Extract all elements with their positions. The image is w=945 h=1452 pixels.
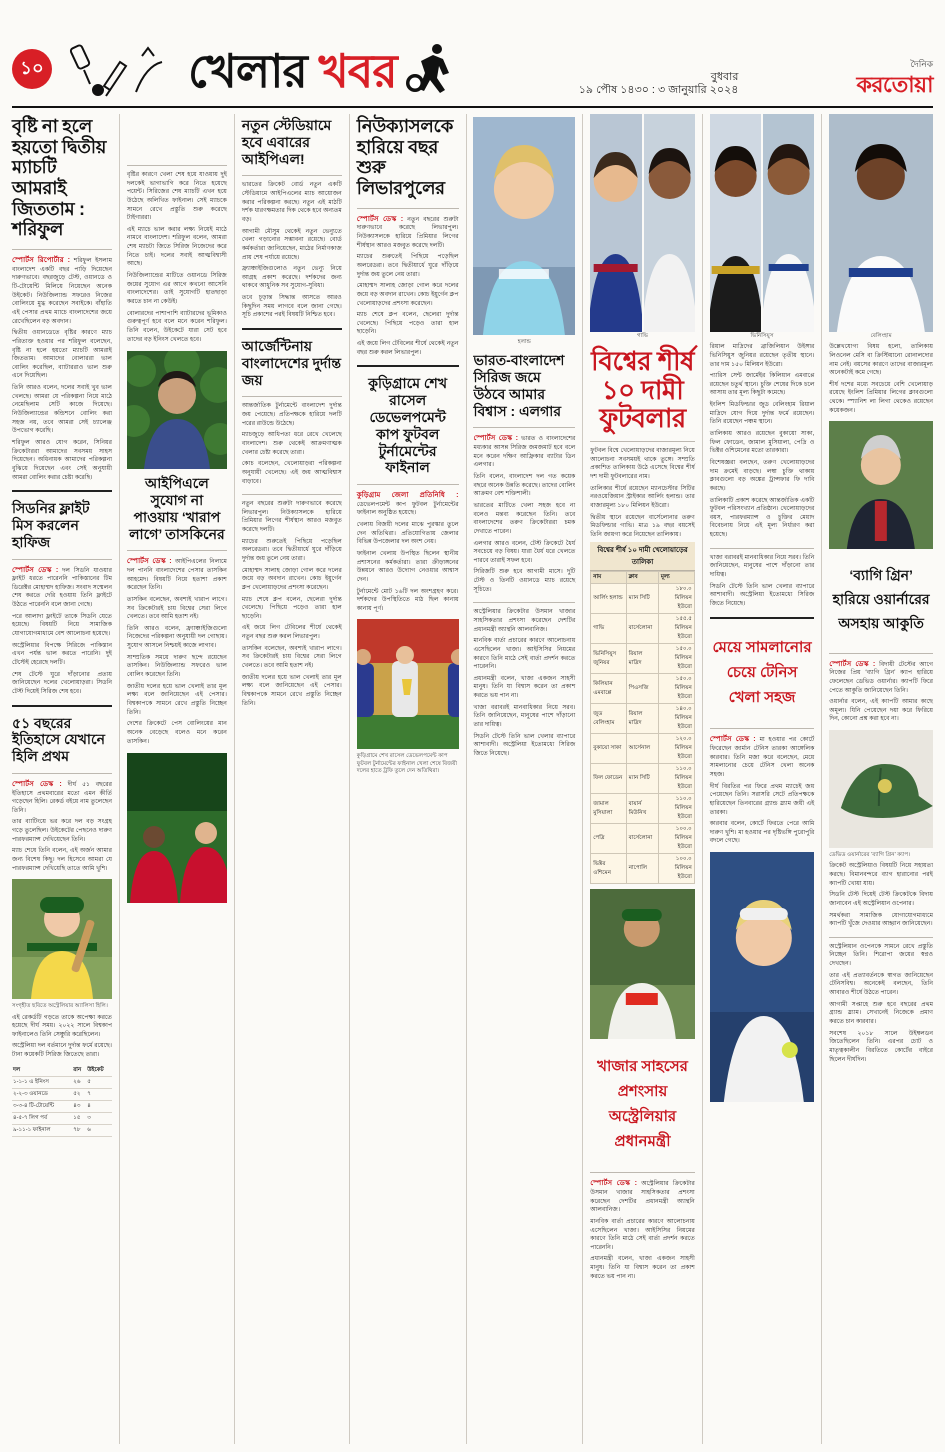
liverpool-headline: নিউক্যাসলকে হারিয়ে বছর শুরু লিভারপুলের xyxy=(356,116,453,199)
cell: ১৫ xyxy=(72,1112,86,1124)
bg-p2: ওয়ার্নার বলেন, এই ক্যাপটি আমার কাছে অমূল্য। যিনি পেয়েছেন দয়া করে ফিরিয়ে দিন, কোনো প্রশ্ন করা হবে না। xyxy=(829,698,933,723)
cricket-illustration-icon xyxy=(60,40,180,102)
masthead-title-part2: খবর xyxy=(318,45,397,97)
cell-name: আর্লিং হলান্ড xyxy=(591,584,626,614)
lead-kicker: স্পোর্টস রিপোর্টার : xyxy=(12,255,71,265)
cell-name: পেদ্রি xyxy=(591,824,626,854)
kuri-p1 xyxy=(357,490,459,518)
fb-intro-1: ফুটবল বিশ্বে খেলোয়াড়দের বাজারমূল্য নিয়ে আলোচনা সবসময়ই থাকে তুঙ্গে। সম্প্রতি প্রকাশিত তালিকায় উঠে এসেছে বিশ্বের শীর্ষ দশ দামী ফুটবলারের নাম। xyxy=(590,447,695,480)
kh-p1 xyxy=(590,1178,695,1215)
sidney-para-3: অস্ট্রেলিয়ার বিপক্ষে সিরিজে পাকিস্তান এখন পর্যন্ত ভাল করতে পারেনি। দুই টেস্টেই হেরেছে দলটি। xyxy=(12,641,112,666)
table-row xyxy=(12,1124,112,1136)
cell-value: ১১০.০ মিলিয়ন ইউরো xyxy=(658,794,694,824)
cell-value: ১২০.০ মিলিয়ন ইউরো xyxy=(658,734,694,764)
hilly-kicker: স্পোর্টস ডেস্ক : xyxy=(12,778,62,788)
lead-c2-4: বোলারদের পাশাপাশি ব্যাটারদের ভূমিকাও গুরুত্বপূর্ণ হবে বলে মনে করেন শরিফুল। তিনি বলেন, উইকেটে যারা সেট হবে তাদের বড় ইনিংস খেলতে হবে। xyxy=(126,309,227,343)
cell-name: ভিনিসিয়ুস জুনিয়র xyxy=(591,644,626,674)
khawaja-kicker: স্পোর্টস ডেস্ক : xyxy=(590,1178,637,1188)
tasking-para-2: তাসকিন বলেছেন, অবশ্যই খারাপ লাগে। সব ক্রিকেটারই চায় বিশ্বের সেরা লিগে খেলতে। তবে আমি হতাশ নই। xyxy=(126,595,227,621)
column-7 xyxy=(710,114,815,1444)
bg-p1 xyxy=(829,659,933,696)
table-row xyxy=(591,614,695,644)
player-name-1: হলান্ড xyxy=(517,339,531,345)
liverpool-c3-5: এই জয়ে লিগ টেবিলের শীর্ষে থেকেই নতুন বছর শুরু করল লিভারপুল। xyxy=(241,624,342,641)
cell-value: ১১০.০ মিলিয়ন ইউরো xyxy=(658,764,694,794)
sidney-para-1 xyxy=(12,565,112,610)
lead-text-1: শরিফুল ইসলাম বাংলাদেশ একটি বছর পাড়ি দিয়েছেন দারুণভাবে। বছরজুড়ে টেস্ট, ওয়ানডে ও টি-টোয়েন্টি মিলিয়ে নিয়েছেন অনেক উইকেট। নিউজিল্যান্ড সফরেও নিজের বোলিংয়ে মুগ্ধ করেছেন সবাইকে। বাঁহাতি এই পেসার প্রথম ম্যাচে বাংলাদেশের জয়ে রেখেছিলেন বড় অবদান। xyxy=(12,257,112,325)
bhra-p5: সিরিজটি শুরু হবে আগামী মাসে। দুটি টেস্ট ও তিনটি ওয়ানডে ম্যাচ রয়েছে সূচিতে। xyxy=(473,568,576,593)
kuri-p2: খেলায় বিজয়ী দলের মাঝে পুরস্কার তুলে দেন অতিথিরা। প্রতিযোগিতায় জেলার বিভিন্ন উপজেলার দল অংশ নেয়। xyxy=(356,521,459,546)
masthead-day: বুধবার xyxy=(710,70,739,83)
cell-name: গাভি xyxy=(591,614,626,644)
tasking-text-1: আইপিএলের নিলামে দল পাননি বাংলাদেশের পেসার তাসকিন আহমেদ। বিষয়টি নিয়ে হতাশা প্রকাশ করেছেন তিনি। xyxy=(126,558,227,592)
bg-text-1: বিদায়ী টেস্টের আগে নিজের প্রিয় ‘ব্যাগি গ্রিন’ ক্যাপ হারিয়ে ফেলেছেন ডেভিড ওয়ার্নার। ক্যাপটি ফিরে পেতে আকুতি জানিয়েছেন তিনি। xyxy=(829,660,933,694)
player-photo-3 xyxy=(644,114,695,332)
bhramon-headline: ভারত-বাংলাদেশ সিরিজ জমে উঠবে আমার বিশ্বাস : এলগার xyxy=(473,352,565,419)
table-row xyxy=(591,734,695,764)
cell-club: রিয়াল মাদ্রিদ xyxy=(626,644,658,674)
liv-p3: মোহাম্মদ সালাহ জোড়া গোল করে দলের জয়ে বড় অবদান রাখেন। কোচ ইয়ুর্গেন ক্লপ খেলোয়াড়দের প্রশংসা করেছেন। xyxy=(356,282,459,307)
table-row xyxy=(591,824,695,854)
tasking-para-4: সাম্প্রতিক সময়ে দারুণ ছন্দে রয়েছেন তাসকিন। নিউজিল্যান্ড সফরেও ভাল বোলিং করেছেন তিনি। xyxy=(126,653,227,679)
khawaja-c5-2: মানবিক বার্তা প্রচারের কারণে আলোচনায় এসেছিলেন খাজা। আইসিসির নিয়মের কারণে তিনি মাঠে সেই বার্তা প্রদর্শন করতে পারেননি। xyxy=(473,637,576,671)
cell-name: জুড বেলিংহাম xyxy=(591,704,626,734)
table-row xyxy=(591,644,695,674)
cell: ২-২-৩ ওয়ানডে xyxy=(12,1088,72,1100)
tn-p3: কারবার বলেন, কোর্টে ফিরতে পেরে আমি দারুণ খুশি। মা হওয়ার পর দৃষ্টিভঙ্গি পুরোপুরি বদলে গেছে। xyxy=(709,820,815,845)
cell-name: ভিক্টর ওশিমেন xyxy=(591,854,626,884)
liverpool-photo xyxy=(127,753,227,903)
cell-club: ম্যান সিটি xyxy=(626,584,658,614)
fb-intro-2: তালিকার শীর্ষে রয়েছেন ম্যানচেস্টার সিটির নরওয়েজিয়ান স্ট্রাইকার আর্লিং হলান্ড। তার বাজারমূল্য ১৮০ মিলিয়ন ইউরো। xyxy=(590,484,695,509)
newstadium-headline: নতুন স্টেডিয়ামে হবে এবারের আইপিএল! xyxy=(241,117,332,167)
kuri-text-1: ডেভেলপমেন্ট কাপ ফুটবল টুর্নামেন্টের ফাইনাল অনুষ্ঠিত হয়েছে। xyxy=(356,500,459,517)
cell: ১-১-১ এ ইনিংস xyxy=(12,1076,72,1088)
kurigram-photo xyxy=(357,619,459,749)
hilly-th-0: দল xyxy=(12,1065,72,1077)
masthead-date: ১৯ পৌষ ১৪৩০ : ৩ জানুয়ারি ২০২৪ xyxy=(578,84,739,97)
liverpool-c3-3: মোহাম্মদ সালাহ জোড়া গোল করে দলের জয়ে বড় অবদান রাখেন। কোচ ইয়ুর্গেন ক্লপ খেলোয়াড়দের প্রশংসা করেছেন। xyxy=(241,566,342,591)
fb-intro-8: বিশেষজ্ঞরা বলছেন, তরুণ খেলোয়াড়দের দাম ক্রমেই বাড়ছে। লম্বা চুক্তি থাকায় ক্লাবগুলো বড় অঙ্কের ট্রান্সফার ফি দাবি করছে। xyxy=(709,458,815,492)
kurigram-kicker: কুড়িগ্রাম জেলা প্রতিনিধি : xyxy=(356,490,459,500)
cell-value: ১৪০.০ মিলিয়ন ইউরো xyxy=(658,704,694,734)
th-value: মূল্য xyxy=(658,572,694,584)
newstadium-p2: আগামী মৌসুম থেকেই নতুন ভেন্যুতে খেলা গড়ানোর সম্ভাবনা রয়েছে। বোর্ড কর্মকর্তারা জানিয়েছেন, মাঠের নির্মাণকাজ প্রায় শেষ পর্যায়ে রয়েছে। xyxy=(241,227,342,261)
column-1 xyxy=(12,114,112,1444)
fb-intro-5: প্যারিস সেন্ট জার্মেইর কিলিয়ান এমবাপ্পে রয়েছেন চতুর্থ স্থানে। চুক্তি শেষের দিকে চলে আসায় তার মূল্য কিছুটা কমেছে। xyxy=(709,372,815,397)
khawaja-photo xyxy=(590,889,695,1039)
cell: ৪-৫-৭ লিগ পর্ব xyxy=(12,1112,72,1124)
kh-c7-1: খাজা বরাবরই মানবাধিকার নিয়ে সরব। তিনি জানিয়েছেন, মানুষের পাশে দাঁড়ানো তার দায়িত্ব। xyxy=(709,553,815,578)
hilly-para-1 xyxy=(12,779,112,816)
tennis-photo xyxy=(710,852,815,1102)
footballers-photo-strip-3 xyxy=(829,114,933,332)
hilly-photo-caption: সংগৃহীত ছবিতে অস্ট্রেলিয়ার অ্যালিসা হিলি। xyxy=(12,1003,108,1010)
column-8 xyxy=(829,114,933,1444)
tn-p1 xyxy=(710,734,815,779)
lead-para-2: দ্বিতীয় ওয়ানডেতে বৃষ্টির কারণে ম্যাচ পরিত্যক্ত হওয়ার পর শরিফুল বলেছেন, বৃষ্টি না হলে হয়তো ম্যাচটি আমরাই জিততাম। আমাদের বোলাররা ভাল বোলিং করেছিল, ব্যাটাররাও ভাল শুরু এনে দিয়েছিল। xyxy=(12,329,112,380)
cell-club: আর্সেনাল xyxy=(626,734,658,764)
player-photo-2 xyxy=(590,114,641,332)
cell-value: ১৫০.০ মিলিয়ন ইউরো xyxy=(658,674,694,704)
baggy-photo-caption: ডেভিড ওয়ার্নারের ‘ব্যাগি গ্রিন’ ক্যাপ। xyxy=(829,852,911,859)
sidney-para-2: পরে আলাদা ফ্লাইটে তাকে সিডনি যেতে হয়েছে। বিষয়টি নিয়ে সামাজিক যোগাযোগমাধ্যমে বেশ আলোচনা হয়েছে। xyxy=(12,612,112,638)
tasking-para-1 xyxy=(127,556,227,593)
bhra-p3: ভারতের মাটিতে খেলা সহজ হবে না বলেও মন্তব্য করেছেন তিনি। তবে বাংলাদেশের তরুণ ক্রিকেটাররা চমক দেখাতে পারেন। xyxy=(473,501,576,535)
liv-text-1: নতুন বছরের শুরুটা দারুণভাবে করেছে লিভারপুল। নিউক্যাসলকে হারিয়ে প্রিমিয়ার লিগের শীর্ষস্থান আরও মজবুত করেছে দলটি। xyxy=(356,215,459,249)
column-4 xyxy=(357,114,459,1444)
column-3 xyxy=(242,114,342,1444)
th-name: নাম xyxy=(591,572,626,584)
player-photo-4 xyxy=(710,114,761,332)
liverpool-c3-1: নতুন বছরের শুরুটা দারুণভাবে করেছে লিভারপুল। নিউক্যাসলকে হারিয়ে প্রিমিয়ার লিগের শীর্ষস্থান আরও মজবুত করেছে দলটি। xyxy=(241,500,342,534)
sidney-para-4: শেষ টেস্টে ঘুরে দাঁড়ানোর প্রত্যয় জানিয়েছেন দলের খেলোয়াড়রা। সিডনি টেস্ট দিয়েই সিরিজ শেষ হবে। xyxy=(12,670,112,695)
footballers-photo-strip-2 xyxy=(710,114,815,332)
bg-p5: সমর্থকরা সামাজিক যোগাযোগমাধ্যমে ক্যাপটি খুঁজে দেওয়ার আহ্বান জানিয়েছেন। xyxy=(829,911,933,928)
tasking-rep-2: জাতীয় দলের হয়ে ভাল খেলাই তার মূল লক্ষ্য বলে জানিয়েছেন এই পেসার। বিশ্বকাপকে সামনে রেখে প্রস্তুতি নিচ্ছেন তিনি। xyxy=(241,673,342,707)
khawaja-c5-1: অস্ট্রেলিয়ার ক্রিকেটার উসমান খাজার সাহসিকতার প্রশংসা করেছেন দেশটির প্রধানমন্ত্রী অ্যান্থনি আলবানিজ। xyxy=(473,608,576,633)
kh-c7-2: সিডনি টেস্টে তিনি ভাল খেলার ব্যাপারে আশাবাদী। অস্ট্রেলিয়া ইতোমধ্যে সিরিজ জিতে নিয়েছে। xyxy=(709,582,815,607)
bhra-text-1: ভারত ও বাংলাদেশের মধ্যকার আসন্ন সিরিজ জমজমাট হবে বলে মনে করেন দক্ষিণ আফ্রিকার ব্যাটার ডিন এলগার। xyxy=(473,435,576,469)
newstadium-p3: ফ্র্যাঞ্চাইজিগুলোও নতুন ভেন্যু নিয়ে আগ্রহ প্রকাশ করেছে। দর্শকদের জন্য থাকবে আধুনিক সব সুযোগ-সুবিধা। xyxy=(241,265,342,290)
bg-p3: ক্রিকেট অস্ট্রেলিয়াও বিষয়টি নিয়ে সহায়তা করছে। বিমানবন্দরে ব্যাগ হারানোর পরই ক্যাপটি খোয়া যায়। xyxy=(829,862,933,887)
lead-c2-2: এই ম্যাচে ভাল করার লক্ষ্য নিয়েই মাঠে নামবে বাংলাদেশ। শরিফুল বলেন, আমরা শেষ ম্যাচটা জিতে সিরিজ নিজেদের করে নিতে চাই। দলের সবাই আত্মবিশ্বাসী আছে। xyxy=(126,225,227,268)
cell-value: ১৫৫.৫ মিলিয়ন ইউরো xyxy=(658,614,694,644)
kh-p2: মানবিক বার্তা প্রচারের কারণে আলোচনায় এসেছিলেন খাজা। আইসিসির নিয়মের কারণে তিনি মাঠে সেই বার্তা প্রদর্শন করতে পারেননি। xyxy=(590,1217,695,1251)
table-row xyxy=(591,674,695,704)
liv-p1 xyxy=(357,214,459,251)
bhra-p2: তিনি বলেন, বাংলাদেশ দল গত কয়েক বছরে অনেক উন্নতি করেছে। তাদের বোলিং আক্রমণ বেশ শক্তিশালী। xyxy=(473,473,576,498)
lead-para-3: তিনি আরও বলেন, দলের সবাই খুব ভাল খেলছে। আমরা যে পরিকল্পনা নিয়ে মাঠে নেমেছিলাম সেটি কাজে দিয়েছে। নিউজিল্যান্ডের কন্ডিশনে বোলিং করা সহজ নয়, তবে আমরা সেই চ্যালেঞ্জ উপভোগ করেছি। xyxy=(12,384,112,435)
footballers-headline: বিশ্বের শীর্ষ ১০ দামী ফুটবলার xyxy=(591,346,694,434)
liverpool-kicker: স্পোর্টস ডেস্ক : xyxy=(356,213,404,223)
tasking-photo xyxy=(127,351,227,469)
page-number-badge: ১০ xyxy=(12,49,52,89)
cell-club: রিয়াল মাদ্রিদ xyxy=(626,704,658,734)
column-2 xyxy=(127,114,227,1444)
tennis-kicker: স্পোর্টস ডেস্ক : xyxy=(709,734,756,744)
masthead xyxy=(12,10,933,108)
tn-c8-4: সবশেষ ২০১৮ সালে উইম্বলডন জিতেছিলেন তিনি। এরপর চোট ও মাতৃত্বকালীন বিরতিতে কোর্টের বাইরে ছিলেন দীর্ঘদিন। xyxy=(829,1029,933,1063)
bhramon-kicker: স্পোর্টস ডেস্ক : xyxy=(473,433,519,443)
player-name-3: ভিনিসিয়ুস xyxy=(750,333,774,339)
tasking-para-3: তিনি আরও বলেন, ফ্র্যাঞ্চাইজিগুলো নিজেদের পরিকল্পনা অনুযায়ী দল গোছায়। সুযোগ আসলে নিশ্চয়ই কাজে লাগাব। xyxy=(126,624,227,650)
kurigram-photo-caption: কুড়িগ্রামে শেখ রাসেল ডেভেলপমেন্ট কাপ ফুটবল টুর্নামেন্টের ফাইনাল খেলা শেষে বিজয়ী দলের হাতে ট্রফি তুলে দেন অতিথিরা। xyxy=(356,753,458,774)
brand-name: করতোয়া xyxy=(856,71,933,97)
cell: ২৬ xyxy=(72,1076,86,1088)
kh-p3: প্রধানমন্ত্রী বলেন, খাজা একজন সাহসী মানুষ। তিনি যা বিশ্বাস করেন তা প্রকাশ করতে ভয় পান না। xyxy=(590,1255,695,1280)
sidney-text-1: দল সিডনি যাওয়ার ফ্লাইট ধরতে পারেননি পাকিস্তানের টিম ডিরেক্টর মোহাম্মদ হাফিজ। সংবাদ সম্মেলন শেষ করতে দেরি হওয়ায় তিনি ফ্লাইটে উঠতে পারেননি বলে জানা গেছে। xyxy=(12,566,112,609)
tasking-headline: আইপিএলে সুযোগ না পাওয়ায় ‘খারাপ লাগে’ তাসকিনের xyxy=(129,475,225,542)
fb-after-3: শীর্ষ দশের মধ্যে সবচেয়ে বেশি খেলোয়াড় রয়েছে ইংলিশ প্রিমিয়ার লিগের ক্লাবগুলো থেকে। স্প্যানিশ লা লিগা থেকেও রয়েছেন কয়েকজন। xyxy=(829,380,933,414)
hilly-extra-2: অস্ট্রেলিয়া দল বর্তমানে দুর্দান্ত ফর্মে রয়েছে। টানা কয়েকটি সিরিজ জিতেছে তারা। xyxy=(12,1042,112,1059)
kurigram-headline: কুড়িগ্রামে শেখ রাসেল ডেভেলপমেন্ট কাপ ফুটবল টুর্নামেন্টের ফাইনাল xyxy=(368,375,448,476)
cell-club: বায়ার্ন মিউনিখ xyxy=(626,794,658,824)
cell: ৩ xyxy=(86,1112,112,1124)
lead-headline: বৃষ্টি না হলে হয়তো দ্বিতীয় ম্যাচটি আমরাই জিততাম : শরিফুল xyxy=(12,116,107,240)
tn-c8-3: আগামী সপ্তাহে শুরু হবে বছরের প্রথম গ্র্যান্ড স্ল্যাম। সেখানেই নিজেকে প্রমাণ করতে চান কারবার। xyxy=(829,1000,933,1025)
newstadium-p4: তবে চূড়ান্ত সিদ্ধান্ত আসতে আরও কিছুদিন সময় লাগবে বলে জানা গেছে। সূচি প্রকাশের পরই বিষয়টি নিশ্চিত হবে। xyxy=(241,294,342,319)
khawaja-headline: খাজার সাহসের প্রশংসায় অস্ট্রেলিয়ার প্রধানমন্ত্রী xyxy=(597,1057,688,1150)
liverpool-c3-4: ম্যাচ শেষে ক্লপ বলেন, ছেলেরা দুর্দান্ত খেলেছে। পিছিয়ে পড়েও তারা হাল ছাড়েনি। xyxy=(241,595,342,620)
cell: ৯-১১-১ ফাইনাল xyxy=(12,1124,72,1136)
cell-club: পিএসজি xyxy=(626,674,658,704)
player-name-5: বেলিংহাম xyxy=(870,333,892,339)
argentina-headline: আর্জেন্টিনায় বাংলাদেশের দুর্দান্ত জয় xyxy=(241,338,342,388)
table-row xyxy=(12,1076,112,1088)
cell-club: বার্সেলোনা xyxy=(626,824,658,854)
argentina-p3: কোচ বলেছেন, খেলোয়াড়রা পরিকল্পনা অনুযায়ী খেলেছে। এই জয় আত্মবিশ্বাস বাড়াবে। xyxy=(241,460,342,485)
cell: ৫২ xyxy=(72,1088,86,1100)
masthead-title xyxy=(188,45,397,97)
table-row xyxy=(12,1100,112,1112)
football-player-icon xyxy=(403,41,461,101)
column-5 xyxy=(473,114,575,1444)
khawaja-c5-5: সিডনি টেস্টে তিনি ভাল খেলার ব্যাপারে আশাবাদী। অস্ট্রেলিয়া ইতোমধ্যে সিরিজ জিতে নিয়েছে। xyxy=(473,732,576,757)
kuri-p3: ফাইনাল খেলায় উপস্থিত ছিলেন স্থানীয় প্রশাসনের কর্মকর্তারা। তারা ক্রীড়াঙ্গনের উন্নয়নে আরও উদ্যোগ নেওয়ার আশ্বাস দেন। xyxy=(356,549,459,583)
cell-value: ১০০.০ মিলিয়ন ইউরো xyxy=(658,854,694,884)
baggy-cap-photo xyxy=(829,730,933,848)
player-name-2: গাভি xyxy=(636,333,649,339)
tn-c8-2: তার এই প্রত্যাবর্তনকে স্বাগত জানিয়েছেন টেনিসবিশ্ব। অনেকেই বলছেন, তিনি আবারও শীর্ষে উঠতে পারেন। xyxy=(829,971,933,997)
khawaja-c5-3: প্রধানমন্ত্রী বলেন, খাজা একজন সাহসী মানুষ। তিনি যা বিশ্বাস করেন তা প্রকাশ করতে ভয় পান না। xyxy=(473,674,576,700)
masthead-title-part1: খেলার xyxy=(188,45,307,97)
hilly-score-table xyxy=(12,1065,112,1137)
top10-price-table xyxy=(590,542,695,884)
fb-intro-4: রিয়াল মাদ্রিদের ব্রাজিলিয়ান উইঙ্গার ভিনিসিয়ুস জুনিয়র রয়েছেন তৃতীয় স্থানে। তার দাম ১৫০ মিলিয়ন ইউরো। xyxy=(709,343,815,368)
table-row xyxy=(591,794,695,824)
table-row xyxy=(12,1112,112,1124)
cell-value: ১০০.০ মিলিয়ন ইউরো xyxy=(658,824,694,854)
tasking-kicker: স্পোর্টস ডেস্ক : xyxy=(126,556,172,566)
hilly-extra-1: এই রেকর্ডটি গড়তে তাকে অপেক্ষা করতে হয়েছে দীর্ঘ সময়। ২০২২ সালে বিশ্বকাপ ফাইনালেও তিনি সেঞ্চুরি করেছিলেন। xyxy=(12,1013,112,1038)
argentina-p1: আন্তর্জাতিক টুর্নামেন্টে বাংলাদেশ দুর্দান্ত জয় পেয়েছে। প্রতিপক্ষকে হারিয়ে দলটি পরের রাউন্ডে উঠেছে। xyxy=(241,402,342,427)
column-6 xyxy=(590,114,695,1444)
fb-after-2: উল্লেখযোগ্য বিষয় হলো, তালিকায় লিওনেল মেসি বা ক্রিস্টিয়ানো রোনালদোর নাম নেই। বয়সের কারণে তাদের বাজারমূল্য অনেকটাই কমে গেছে। xyxy=(829,343,933,377)
liv-p4: ম্যাচ শেষে ক্লপ বলেন, ছেলেরা দুর্দান্ত খেলেছে। পিছিয়ে পড়েও তারা হাল ছাড়েনি। xyxy=(356,311,459,336)
cell: ৬ xyxy=(86,1124,112,1136)
sidney-kicker: স্পোর্টস ডেস্ক : xyxy=(12,564,59,574)
cell-name: জামাল মুসিয়ালা xyxy=(591,794,626,824)
hilly-headline: ৫১ বছরের ইতিহাসে যেখানে হিলি প্রথম xyxy=(12,714,105,765)
cell-value: ১৮০.০ মিলিয়ন ইউরো xyxy=(658,584,694,614)
hilly-th-1: রান xyxy=(72,1065,86,1077)
page-body xyxy=(12,114,933,1444)
tasking-para-6: দেশের ক্রিকেটে পেস বোলিংয়ের মান অনেক বেড়েছে বলেও মনে করেন তাসকিন। xyxy=(126,720,227,745)
masthead-right xyxy=(579,71,739,103)
baggy-headline: ‘ব্যাগি গ্রিন’ হারিয়ে ওয়ার্নারের অসহায় আকুতি xyxy=(832,567,930,631)
liv-p2: ম্যাচের শুরুতেই পিছিয়ে পড়েছিল অলরেডরা। তবে দ্বিতীয়ার্ধে ঘুরে দাঁড়িয়ে দুর্দান্ত জয় তুলে নেয় তারা। xyxy=(356,253,459,278)
table-row xyxy=(591,704,695,734)
lead-para-1 xyxy=(12,255,112,326)
top10-table-caption: বিশ্বের শীর্ষ ১০ দামী খেলোয়াড়ের তালিকা xyxy=(590,542,695,571)
hilly-para-3: ম্যাচ শেষে তিনি বলেন, এই অর্জন আমার জন্য বিশেষ কিছু। দল হিসেবে আমরা যে পারফরম্যান্স দেখিয়েছি তাতে আমি খুশি। xyxy=(12,847,112,872)
hilly-para-2: তার ব্যাটিংয়ে ভর করে দল বড় সংগ্রহ গড়ে তুলেছিল। উইকেটের পেছনেও দারুণ পারফরম্যান্স দেখিয়েছেন তিনি। xyxy=(12,818,112,843)
bhra-p4: এলগার আরও বলেন, টেস্ট ক্রিকেটে ধৈর্য সবচেয়ে বড় বিষয়। যারা ধৈর্য ধরে খেলতে পারবে তারাই সফল হবে। xyxy=(473,539,576,564)
fb-intro-6: ইংলিশ মিডফিল্ডার জুড বেলিংহাম রিয়াল মাদ্রিদে যোগ দিয়ে দুর্দান্ত ফর্মে রয়েছেন। তিনি রয়েছেন পঞ্চম স্থানে। xyxy=(709,401,815,426)
table-row xyxy=(591,854,695,884)
albanese-photo xyxy=(829,421,933,549)
kh-text-1: অস্ট্রেলিয়ার ক্রিকেটার উসমান খাজার সাহসিকতার প্রশংসা করেছেন দেশটির প্রধানমন্ত্রী অ্যান্থনি আলবানিজ। xyxy=(590,1180,695,1214)
cell-club: বার্সেলোনা xyxy=(626,614,658,644)
tennis-headline: মেয়ে সামলানোর চেয়ে টেনিস খেলা সহজ xyxy=(712,639,812,706)
fb-after-1: তালিকাটি প্রকাশ করেছে আন্তর্জাতিক একটি ফুটবল পরিসংখ্যান প্রতিষ্ঠান। খেলোয়াড়দের বয়স, পারফরম্যান্স ও চুক্তির মেয়াদ বিবেচনায় নিয়ে এই মূল্য নির্ধারণ করা হয়েছে। xyxy=(709,496,815,539)
baggy-kicker: স্পোর্টস ডেস্ক : xyxy=(829,658,876,668)
player-photo-5 xyxy=(763,114,814,332)
cell: ৩-৩-৪ টি-টোয়েন্টি xyxy=(12,1100,72,1112)
cell: ৭৮ xyxy=(72,1124,86,1136)
table-row xyxy=(12,1088,112,1100)
lead-c2-1: বৃষ্টির কারণে খেলা শেষ হয়ে যাওয়ায় দুই দলকেই ভাগাভাগি করে নিতে হয়েছে পয়েন্ট। সিরিজের শেষ ম্যাচটি এখন হয়ে উঠেছে অলিখিত ফাইনাল। সেই ম্যাচকে সামনে রেখে প্রস্তুতি শুরু করেছে টাইগাররা। xyxy=(126,171,227,222)
liv-p5: এই জয়ে লিগ টেবিলের শীর্ষে থেকেই নতুন বছর শুরু করল লিভারপুল। xyxy=(356,340,459,356)
fb-intro-3: দ্বিতীয় স্থানে রয়েছেন বার্সেলোনার তরুণ মিডফিল্ডার গাভি। মাত্র ১৯ বছর বয়সেই তিনি জায়গা করে নিয়েছেন তালিকায়। xyxy=(590,513,695,538)
footballers-strip-left xyxy=(473,117,575,335)
cell-name: বুকায়ো সাকা xyxy=(591,734,626,764)
cell: ৪ xyxy=(86,1100,112,1112)
hilly-text-1: দীর্ঘ ৫১ বছরের ইতিহাসে প্রথমবারের মতো এমন কীর্তি গড়েছেন হিলি। রেকর্ড বইয়ে নাম তুলেছেন তিনি। xyxy=(12,780,112,814)
fb-intro-7: তালিকায় আরও রয়েছেন বুকায়ো সাকা, ফিল ফোডেন, জামাল মুসিয়ালা, পেদ্রি ও ভিক্টর ওশিমেনের মতো তারকারা। xyxy=(709,430,815,455)
cell: ৭ xyxy=(86,1088,112,1100)
cell-name: ফিল ফোডেন xyxy=(591,764,626,794)
argentina-p2: ম্যাচজুড়ে আধিপত্য ধরে রেখে খেলেছে বাংলাদেশ। শুরু থেকেই আক্রমণাত্মক খেলার চেষ্টা করেছে তারা। xyxy=(241,431,342,456)
sidney-headline: সিডনির ফ্লাইট মিস করলেন হাফিজ xyxy=(12,500,90,550)
lead-c2-3: নিউজিল্যান্ডের মাটিতে ওয়ানডে সিরিজ জয়ের সুযোগ এর আগে কখনো আসেনি বাংলাদেশের। তাই সুযোগটি হাতছাড়া করতে চান না কেউই। xyxy=(126,272,227,305)
player-photo-6 xyxy=(829,114,933,332)
cell: ৫ xyxy=(86,1076,112,1088)
cell-value: ১৫০.০ মিলিয়ন ইউরো xyxy=(658,644,694,674)
bhra-p1 xyxy=(473,433,575,470)
footballers-photo-strip xyxy=(590,114,695,332)
table-row xyxy=(591,584,695,614)
lead-para-4: শরিফুল আরও যোগ করেন, সিনিয়র ক্রিকেটাররা আমাদের সবসময় সাহস দিয়েছেন। অধিনায়ক আমাদের পরিকল্পনা বুঝিয়ে দিয়েছেন এবং সেই অনুযায়ী আমরা বোলিং করার চেষ্টা করেছি। xyxy=(12,438,112,481)
cell-name: কিলিয়ান এমবাপ্পে xyxy=(591,674,626,704)
kuri-p4: টুর্নামেন্টে মোট ১৬টি দল অংশগ্রহণ করে। দর্শকদের উপস্থিতিতে মাঠ ছিল কানায় কানায় পূর্ণ। xyxy=(356,587,459,612)
cell-club: নাপোলি xyxy=(626,854,658,884)
masthead-left xyxy=(12,40,461,102)
cell: ৪৩ xyxy=(72,1100,86,1112)
liverpool-c3-2: ম্যাচের শুরুতেই পিছিয়ে পড়েছিল অলরেডরা। তবে দ্বিতীয়ার্ধে ঘুরে দাঁড়িয়ে দুর্দান্ত জয় তুলে নেয় তারা। xyxy=(241,537,342,562)
table-row xyxy=(591,764,695,794)
bg-p4: সিডনি টেস্ট দিয়েই টেস্ট ক্রিকেটকে বিদায় জানাবেন এই অস্ট্রেলিয়ান ওপেনার। xyxy=(829,891,933,907)
th-club: ক্লাব xyxy=(626,572,658,584)
masthead-brand-block xyxy=(856,59,933,102)
cell-club: ম্যান সিটি xyxy=(626,764,658,794)
tn-p2: দীর্ঘ বিরতির পর ফিরে প্রথম ম্যাচেই জয় পেয়েছেন তিনি। সরাসরি সেটে প্রতিপক্ষকে হারিয়েছেন তিনবারের গ্র্যান্ড স্ল্যাম জয়ী এই তারকা। xyxy=(709,782,815,816)
tn-c8-1: অস্ট্রেলিয়ান ওপেনকে সামনে রেখে প্রস্তুতি নিচ্ছেন তিনি। শিরোপা জয়ের স্বপ্নও দেখছেন। xyxy=(829,942,933,968)
khawaja-c5-4: খাজা বরাবরই মানবাধিকার নিয়ে সরব। তিনি জানিয়েছেন, মানুষের পাশে দাঁড়ানো তার দায়িত্ব। xyxy=(473,703,576,729)
tasking-para-5: জাতীয় দলের হয়ে ভাল খেলাই তার মূল লক্ষ্য বলে জানিয়েছেন এই পেসার। বিশ্বকাপকে সামনে রেখে প্রস্তুতি নিচ্ছেন তিনি। xyxy=(126,682,227,716)
hilly-th-2: উইকেট xyxy=(86,1065,112,1077)
tn-text-1: মা হওয়ার পর কোর্টে ফিরেছেন জার্মান টেনিস তারকা আঙ্গেলিক কারবার। তিনি মজা করে বলেছেন, মেয়ে সামলানোর চেয়ে টেনিস খেলা অনেক সহজ। xyxy=(709,736,815,778)
newstadium-p1: ভারতের ক্রিকেট বোর্ড নতুন একটি স্টেডিয়ামে আইপিএলের ম্যাচ আয়োজন করার পরিকল্পনা করছে। নতুন এই মাঠটি দর্শক ধারণক্ষমতার দিক থেকে হবে অন্যতম বড়। xyxy=(241,181,342,223)
tasking-rep-1: তাসকিন বলেছেন, অবশ্যই খারাপ লাগে। সব ক্রিকেটারই চায় বিশ্বের সেরা লিগে খেলতে। তবে আমি হতাশ নই। xyxy=(241,644,342,670)
hilly-photo xyxy=(12,879,112,999)
brand-small: দৈনিক xyxy=(910,59,933,70)
